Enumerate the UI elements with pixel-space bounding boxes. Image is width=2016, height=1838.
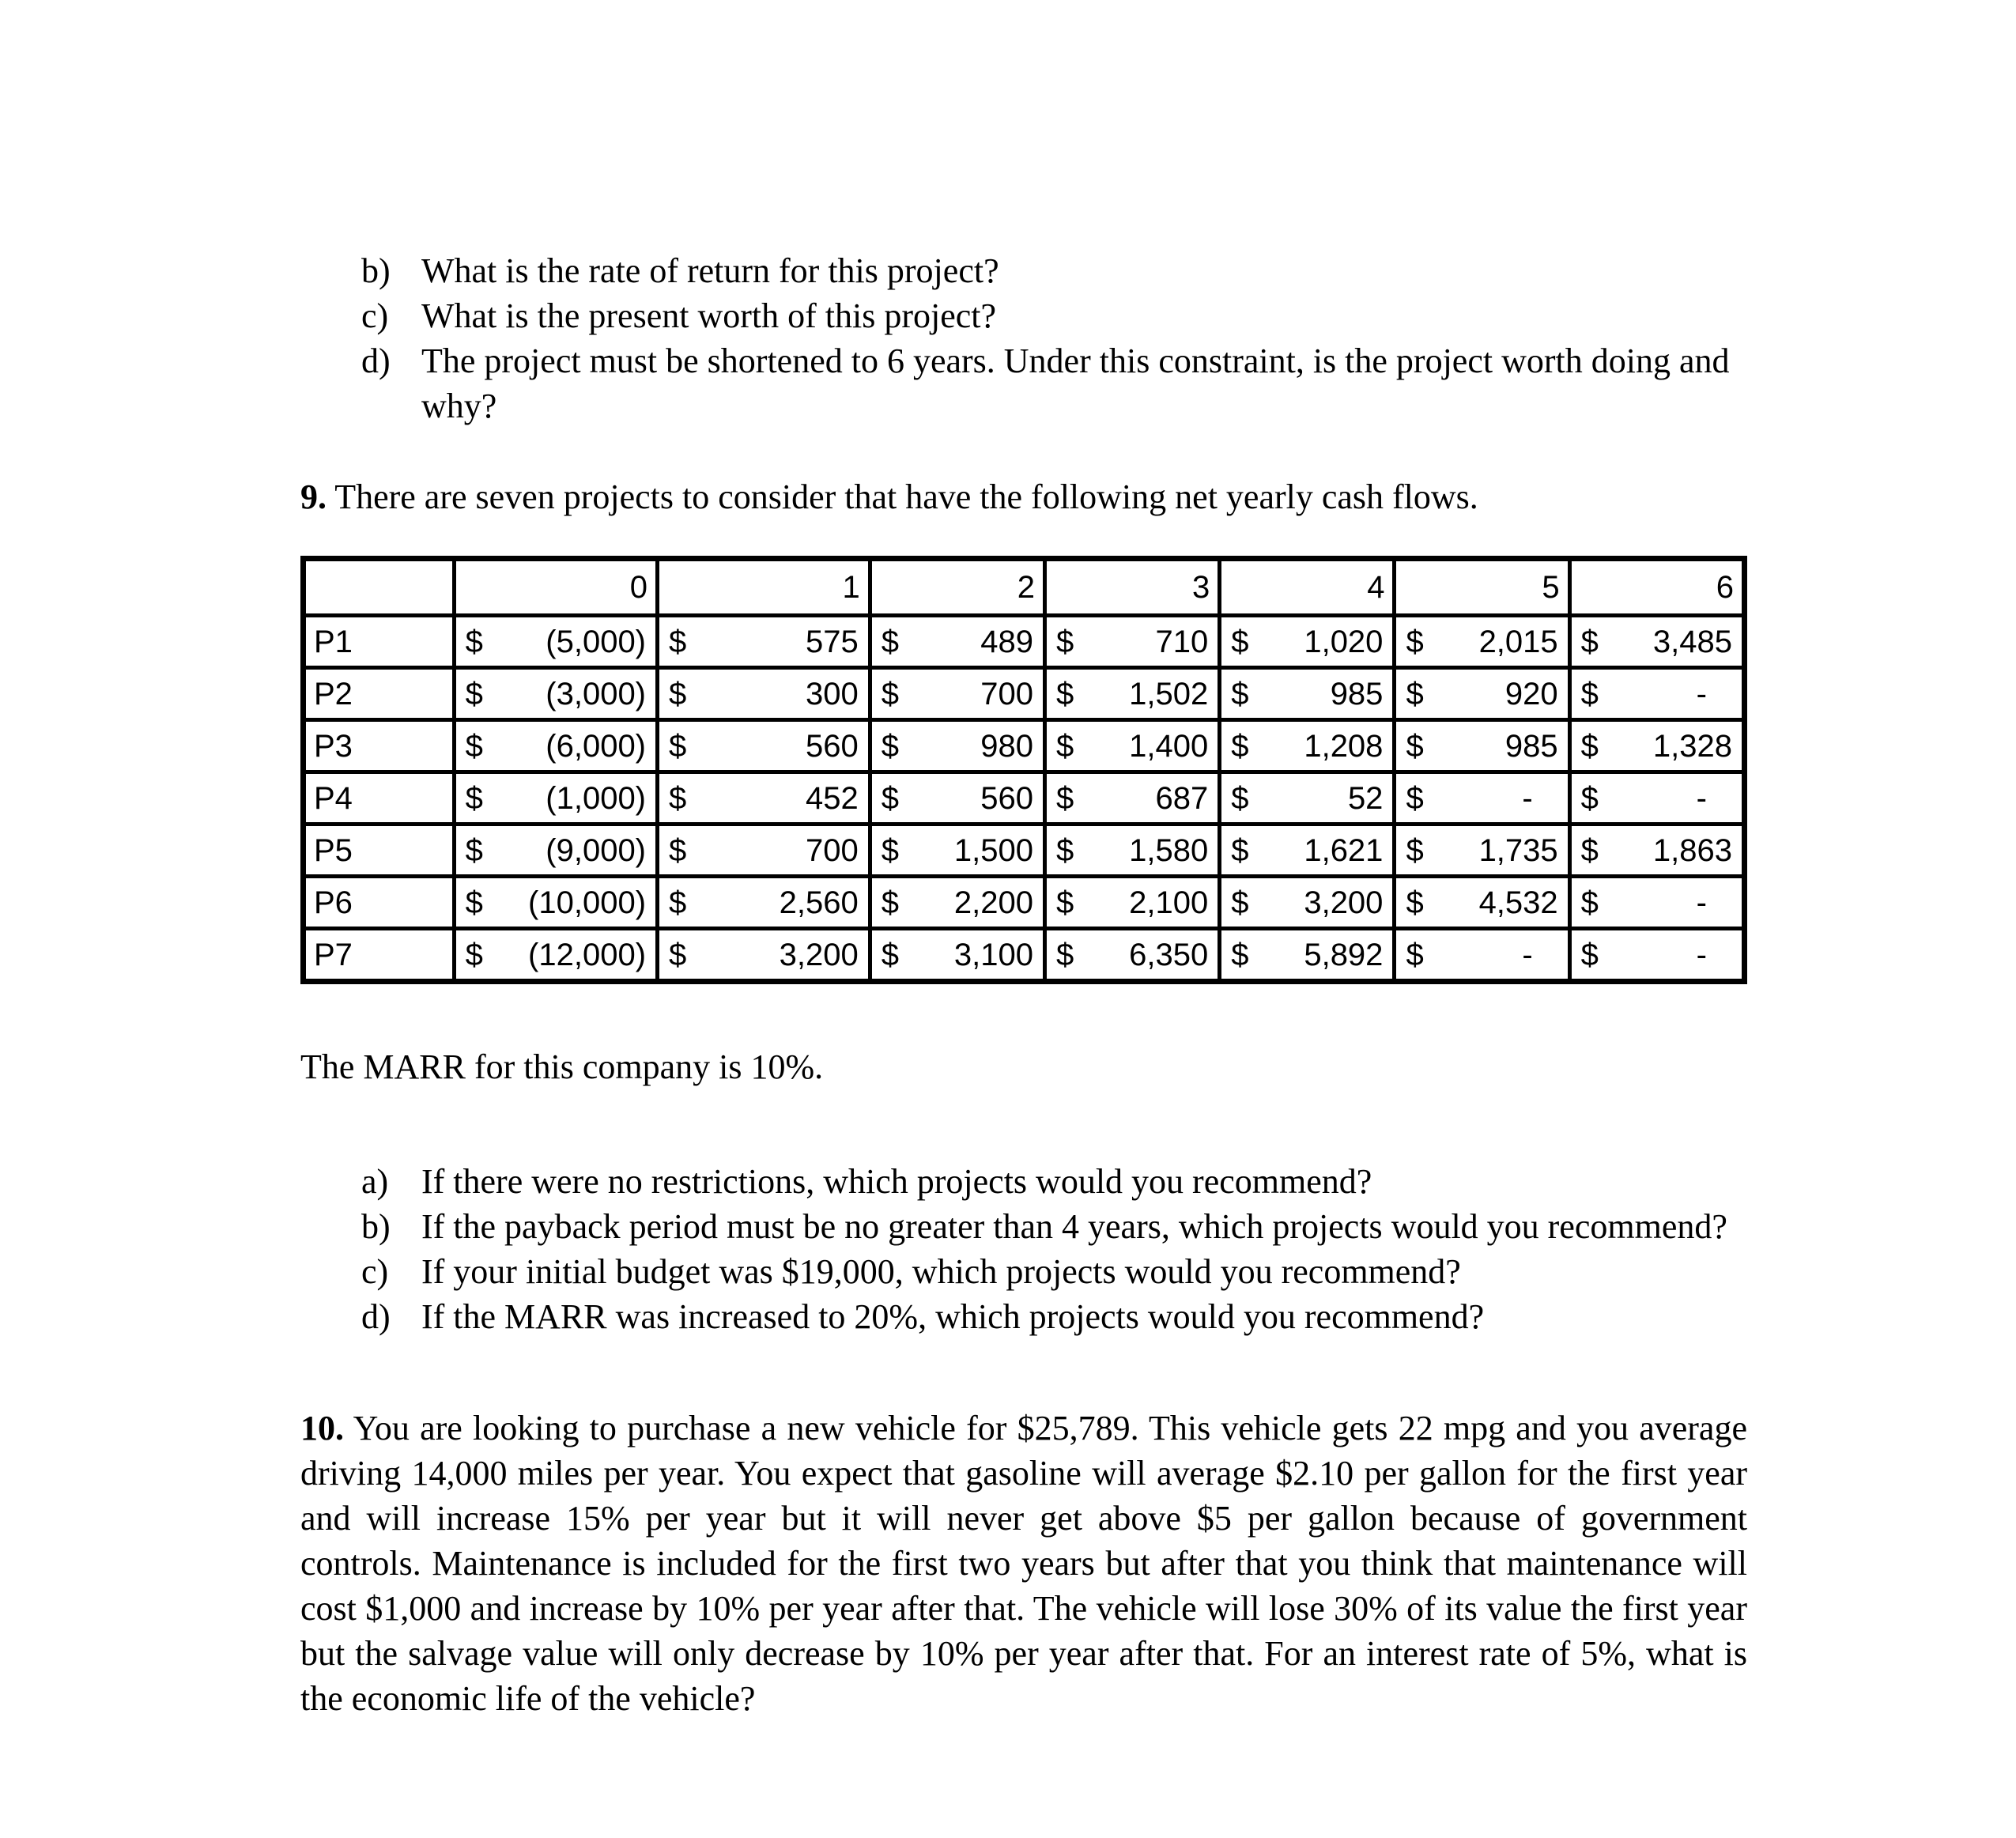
- currency-symbol: $: [1580, 676, 1599, 711]
- currency-symbol: $: [881, 937, 899, 972]
- currency-symbol: $: [1055, 728, 1074, 764]
- cashflow-amount: 1,580: [1129, 832, 1209, 868]
- cashflow-amount: 489: [980, 624, 1033, 659]
- currency-symbol: $: [881, 832, 899, 868]
- cashflow-cell: [1220, 929, 1395, 982]
- cashflow-cell: [454, 929, 657, 982]
- currency-symbol: $: [1055, 832, 1074, 868]
- cashflow-cell-content: [1572, 930, 1742, 979]
- cashflow-amount: 3,485: [1652, 624, 1732, 659]
- cashflow-cell: [1569, 877, 1744, 929]
- cashflow-cell-content: [1396, 722, 1567, 770]
- currency-symbol: $: [465, 885, 483, 920]
- cashflow-amount: 560: [980, 780, 1033, 816]
- list-item-label: c): [361, 1252, 389, 1291]
- cashflow-amount: 1,621: [1304, 832, 1384, 868]
- currency-symbol: $: [881, 728, 899, 764]
- cashflow-cell: [870, 720, 1044, 772]
- table-header-year: 2: [870, 559, 1044, 616]
- cashflow-amount: 1,020: [1304, 624, 1384, 659]
- cashflow-cell-content: [1396, 617, 1567, 666]
- cashflow-cell-content: [1221, 670, 1392, 718]
- currency-symbol: $: [1231, 676, 1249, 711]
- problem10-text: You are looking to purchase a new vehicle for $25,789. This vehicle gets 22 mpg and you average driving 14,000 miles per year. You expect that gasoline will average $2.10 per gallon for the first year and will increase 15% per year but it will never get above $5 per gallon because of government controls. Maintenance is included for the first two years but after that you think that maintenance will cost $1,000 and increase by 10% per year after that. The vehicle will lose 30% of its value the first year but the salvage value will only decrease by 10% per year after that. For an interest rate of 5%, what is the economic life of the vehicle?: [300, 1409, 1747, 1718]
- currency-symbol: $: [1580, 624, 1599, 659]
- list-item-text: What is the present worth of this project?: [421, 296, 997, 335]
- cashflow-cell: [1395, 825, 1569, 877]
- list-item-text: What is the rate of return for this project?: [421, 251, 999, 290]
- cashflow-cell: [658, 929, 870, 982]
- cashflow-cell: [658, 825, 870, 877]
- cashflow-amount: 985: [1330, 676, 1384, 711]
- table-header-year: 6: [1569, 559, 1744, 616]
- cashflow-cell-content: [1396, 774, 1567, 822]
- currency-symbol: $: [669, 832, 687, 868]
- problem10-number: 10.: [300, 1409, 344, 1447]
- cashflow-amount: (3,000): [546, 676, 647, 711]
- cashflow-cell: [870, 616, 1044, 668]
- cashflow-amount: (10,000): [528, 885, 647, 920]
- cashflow-amount: 1,502: [1129, 676, 1209, 711]
- problem8-continuation-list: [300, 248, 1747, 428]
- currency-symbol: $: [1231, 780, 1249, 816]
- currency-symbol: $: [1406, 780, 1424, 816]
- cashflow-cell-content: [456, 617, 655, 666]
- cashflow-amount: 1,328: [1652, 728, 1732, 764]
- cashflow-amount: (6,000): [546, 728, 647, 764]
- cashflow-amount: 52: [1347, 780, 1384, 816]
- list-item: [300, 248, 1747, 293]
- table-row: [304, 668, 1745, 720]
- cashflow-amount: -: [1696, 937, 1707, 972]
- currency-symbol: $: [1406, 676, 1424, 711]
- cashflow-cell: [1220, 877, 1395, 929]
- cashflow-cell-content: [1572, 722, 1742, 770]
- list-item-label: d): [361, 342, 391, 380]
- cashflow-amount: -: [1696, 780, 1707, 816]
- cashflow-cell: [1044, 616, 1219, 668]
- table-header-row: [304, 559, 1745, 616]
- cashflow-cell-content: [1047, 878, 1218, 927]
- cashflow-cell: [1395, 877, 1569, 929]
- currency-symbol: $: [1580, 728, 1599, 764]
- cashflow-amount: (9,000): [546, 832, 647, 868]
- currency-symbol: $: [465, 676, 483, 711]
- cashflow-cell: [1044, 929, 1219, 982]
- cashflow-cell-content: [659, 722, 868, 770]
- currency-symbol: $: [1055, 885, 1074, 920]
- cashflow-cell: [1569, 720, 1744, 772]
- cashflow-amount: 2,015: [1478, 624, 1558, 659]
- project-label: P7: [304, 929, 455, 982]
- cashflow-cell-content: [872, 826, 1043, 874]
- cashflow-cell-content: [659, 930, 868, 979]
- cashflow-cell: [870, 668, 1044, 720]
- table-header-year: 0: [454, 559, 657, 616]
- cashflow-cell-content: [456, 670, 655, 718]
- currency-symbol: $: [1231, 728, 1249, 764]
- project-label: P2: [304, 668, 455, 720]
- cashflow-cell: [454, 772, 657, 825]
- list-item-label: c): [361, 296, 389, 335]
- cashflow-amount: -: [1522, 780, 1533, 816]
- cashflow-amount: 560: [805, 728, 859, 764]
- cashflow-amount: 3,100: [953, 937, 1033, 972]
- cashflow-cell: [1395, 772, 1569, 825]
- cashflow-amount: 1,500: [953, 832, 1033, 868]
- cashflow-amount: 575: [805, 624, 859, 659]
- currency-symbol: $: [1406, 885, 1424, 920]
- currency-symbol: $: [1406, 624, 1424, 659]
- cashflow-cell-content: [872, 774, 1043, 822]
- cashflow-cell-content: [659, 826, 868, 874]
- currency-symbol: $: [465, 728, 483, 764]
- cashflow-cell-content: [1047, 722, 1218, 770]
- cashflow-amount: 1,208: [1304, 728, 1384, 764]
- problem9-intro-text: There are seven projects to consider that have the following net yearly cash flows.: [334, 477, 1478, 516]
- cashflow-cell-content: [1221, 722, 1392, 770]
- cashflow-cell: [1220, 825, 1395, 877]
- cashflow-cell: [870, 772, 1044, 825]
- cashflow-cell-content: [1221, 617, 1392, 666]
- cashflow-cell-content: [1396, 930, 1567, 979]
- list-item: [300, 1159, 1747, 1204]
- cashflow-cell-content: [456, 878, 655, 927]
- table-header-year: 4: [1220, 559, 1395, 616]
- currency-symbol: $: [1231, 624, 1249, 659]
- list-item: [300, 293, 1747, 338]
- table-row: [304, 929, 1745, 982]
- cashflow-amount: 5,892: [1304, 937, 1384, 972]
- currency-symbol: $: [669, 624, 687, 659]
- cashflow-amount: (1,000): [546, 780, 647, 816]
- problem9-number: 9.: [300, 477, 327, 516]
- currency-symbol: $: [881, 780, 899, 816]
- cashflow-cell-content: [1396, 878, 1567, 927]
- cashflow-cell: [1220, 668, 1395, 720]
- cashflow-amount: (5,000): [546, 624, 647, 659]
- currency-symbol: $: [1580, 832, 1599, 868]
- cashflow-amount: 300: [805, 676, 859, 711]
- cashflow-cell: [1395, 720, 1569, 772]
- cashflow-cell: [1044, 772, 1219, 825]
- cashflow-cell: [454, 825, 657, 877]
- document-content: [0, 248, 2016, 1721]
- cashflow-cell-content: [1396, 826, 1567, 874]
- problem9-questions-list: [300, 1159, 1747, 1339]
- table-header-year: 1: [658, 559, 870, 616]
- project-label: P1: [304, 616, 455, 668]
- cashflow-cell: [870, 929, 1044, 982]
- currency-symbol: $: [465, 832, 483, 868]
- cashflow-cell-content: [1572, 774, 1742, 822]
- cashflow-cell: [1569, 772, 1744, 825]
- cashflow-amount: -: [1696, 885, 1707, 920]
- cashflow-cell-content: [1396, 670, 1567, 718]
- cashflow-amount: (12,000): [528, 937, 647, 972]
- project-label: P3: [304, 720, 455, 772]
- cashflow-amount: 2,100: [1129, 885, 1209, 920]
- cashflow-cell-content: [1221, 774, 1392, 822]
- cashflow-cell: [1044, 668, 1219, 720]
- list-item-label: b): [361, 1207, 391, 1246]
- cashflow-cell-content: [659, 774, 868, 822]
- list-item: [300, 1294, 1747, 1339]
- list-item-text: If there were no restrictions, which projects would you recommend?: [421, 1162, 1372, 1201]
- cashflow-cell-content: [659, 617, 868, 666]
- list-item: [300, 338, 1747, 428]
- currency-symbol: $: [1055, 780, 1074, 816]
- cashflow-cell: [1044, 825, 1219, 877]
- cashflow-amount: 2,560: [779, 885, 859, 920]
- cashflow-cell-content: [456, 774, 655, 822]
- currency-symbol: $: [1406, 937, 1424, 972]
- currency-symbol: $: [881, 885, 899, 920]
- cashflow-cell: [1044, 720, 1219, 772]
- table-row: [304, 772, 1745, 825]
- cashflow-amount: 1,400: [1129, 728, 1209, 764]
- currency-symbol: $: [465, 780, 483, 816]
- cashflow-table: [300, 556, 1747, 984]
- list-item-text: If the payback period must be no greater than 4 years, which projects would you recommend?: [421, 1207, 1727, 1246]
- project-label: P4: [304, 772, 455, 825]
- project-label: P5: [304, 825, 455, 877]
- cashflow-amount: -: [1522, 937, 1533, 972]
- currency-symbol: $: [881, 676, 899, 711]
- cashflow-cell: [658, 877, 870, 929]
- cashflow-table-header: [304, 559, 1745, 616]
- currency-symbol: $: [1580, 937, 1599, 972]
- table-row: [304, 877, 1745, 929]
- cashflow-cell: [1220, 772, 1395, 825]
- cashflow-cell-content: [872, 670, 1043, 718]
- cashflow-cell: [658, 772, 870, 825]
- table-row: [304, 720, 1745, 772]
- cashflow-cell: [658, 668, 870, 720]
- cashflow-cell: [454, 668, 657, 720]
- cashflow-amount: 452: [805, 780, 859, 816]
- cashflow-cell-content: [1572, 826, 1742, 874]
- list-item-text: The project must be shortened to 6 years. Under this constraint, is the project worth doing and why?: [421, 342, 1730, 425]
- cashflow-amount: 920: [1504, 676, 1558, 711]
- cashflow-cell: [658, 720, 870, 772]
- cashflow-cell-content: [1572, 670, 1742, 718]
- cashflow-cell: [454, 616, 657, 668]
- list-item-label: d): [361, 1297, 391, 1336]
- cashflow-amount: 687: [1155, 780, 1209, 816]
- cashflow-cell: [1220, 720, 1395, 772]
- cashflow-cell: [1395, 668, 1569, 720]
- cashflow-amount: 4,532: [1478, 885, 1558, 920]
- currency-symbol: $: [465, 624, 483, 659]
- list-item-label: b): [361, 251, 391, 290]
- cashflow-cell-content: [872, 722, 1043, 770]
- cashflow-cell: [1569, 616, 1744, 668]
- cashflow-cell-content: [456, 722, 655, 770]
- table-row: [304, 825, 1745, 877]
- problem10-paragraph: [300, 1406, 1747, 1721]
- currency-symbol: $: [1055, 676, 1074, 711]
- table-header-year: 3: [1044, 559, 1219, 616]
- currency-symbol: $: [1406, 728, 1424, 764]
- cashflow-amount: 980: [980, 728, 1033, 764]
- cashflow-cell-content: [872, 878, 1043, 927]
- list-item-text: If your initial budget was $19,000, which projects would you recommend?: [421, 1252, 1461, 1291]
- cashflow-cell-content: [1221, 878, 1392, 927]
- currency-symbol: $: [465, 937, 483, 972]
- cashflow-cell-content: [1221, 826, 1392, 874]
- cashflow-amount: 3,200: [1304, 885, 1384, 920]
- currency-symbol: $: [669, 676, 687, 711]
- cashflow-amount: 2,200: [953, 885, 1033, 920]
- list-item: [300, 1204, 1747, 1249]
- cashflow-cell: [870, 877, 1044, 929]
- cashflow-cell-content: [659, 670, 868, 718]
- cashflow-cell: [1395, 616, 1569, 668]
- cashflow-cell: [1569, 929, 1744, 982]
- cashflow-cell-content: [1572, 617, 1742, 666]
- cashflow-cell-content: [1047, 774, 1218, 822]
- cashflow-cell-content: [872, 617, 1043, 666]
- currency-symbol: $: [1055, 624, 1074, 659]
- cashflow-cell-content: [1047, 670, 1218, 718]
- project-label: P6: [304, 877, 455, 929]
- cashflow-cell-content: [1572, 878, 1742, 927]
- cashflow-amount: 700: [805, 832, 859, 868]
- marr-note: The MARR for this company is 10%.: [300, 1047, 824, 1086]
- cashflow-amount: 700: [980, 676, 1033, 711]
- currency-symbol: $: [669, 728, 687, 764]
- cashflow-cell: [1044, 877, 1219, 929]
- cashflow-amount: 710: [1155, 624, 1209, 659]
- cashflow-cell: [454, 877, 657, 929]
- cashflow-cell-content: [1047, 930, 1218, 979]
- cashflow-cell-content: [456, 930, 655, 979]
- cashflow-cell-content: [1047, 826, 1218, 874]
- cashflow-cell: [870, 825, 1044, 877]
- cashflow-cell: [1395, 929, 1569, 982]
- list-item-text: If the MARR was increased to 20%, which projects would you recommend?: [421, 1297, 1485, 1336]
- cashflow-amount: 1,735: [1478, 832, 1558, 868]
- cashflow-cell-content: [1047, 617, 1218, 666]
- cashflow-amount: 6,350: [1129, 937, 1209, 972]
- currency-symbol: $: [669, 937, 687, 972]
- currency-symbol: $: [1406, 832, 1424, 868]
- currency-symbol: $: [1231, 832, 1249, 868]
- table-header-corner: [304, 559, 455, 616]
- cashflow-amount: 985: [1504, 728, 1558, 764]
- cashflow-cell: [1569, 825, 1744, 877]
- problem9-intro: [300, 474, 1747, 519]
- cashflow-cell-content: [659, 878, 868, 927]
- currency-symbol: $: [1231, 937, 1249, 972]
- cashflow-cell-content: [1221, 930, 1392, 979]
- table-header-year: 5: [1395, 559, 1569, 616]
- cashflow-cell-content: [456, 826, 655, 874]
- cashflow-amount: 1,863: [1652, 832, 1732, 868]
- cashflow-cell: [658, 616, 870, 668]
- currency-symbol: $: [669, 780, 687, 816]
- list-item: [300, 1249, 1747, 1294]
- cashflow-table-body: [304, 616, 1745, 982]
- cashflow-cell: [1220, 616, 1395, 668]
- currency-symbol: $: [881, 624, 899, 659]
- cashflow-cell-content: [872, 930, 1043, 979]
- currency-symbol: $: [1580, 885, 1599, 920]
- currency-symbol: $: [669, 885, 687, 920]
- cashflow-cell: [1569, 668, 1744, 720]
- currency-symbol: $: [1055, 937, 1074, 972]
- currency-symbol: $: [1231, 885, 1249, 920]
- cashflow-cell: [454, 720, 657, 772]
- table-row: [304, 616, 1745, 668]
- currency-symbol: $: [1580, 780, 1599, 816]
- list-item-label: a): [361, 1162, 389, 1201]
- cashflow-amount: 3,200: [779, 937, 859, 972]
- cashflow-amount: -: [1696, 676, 1707, 711]
